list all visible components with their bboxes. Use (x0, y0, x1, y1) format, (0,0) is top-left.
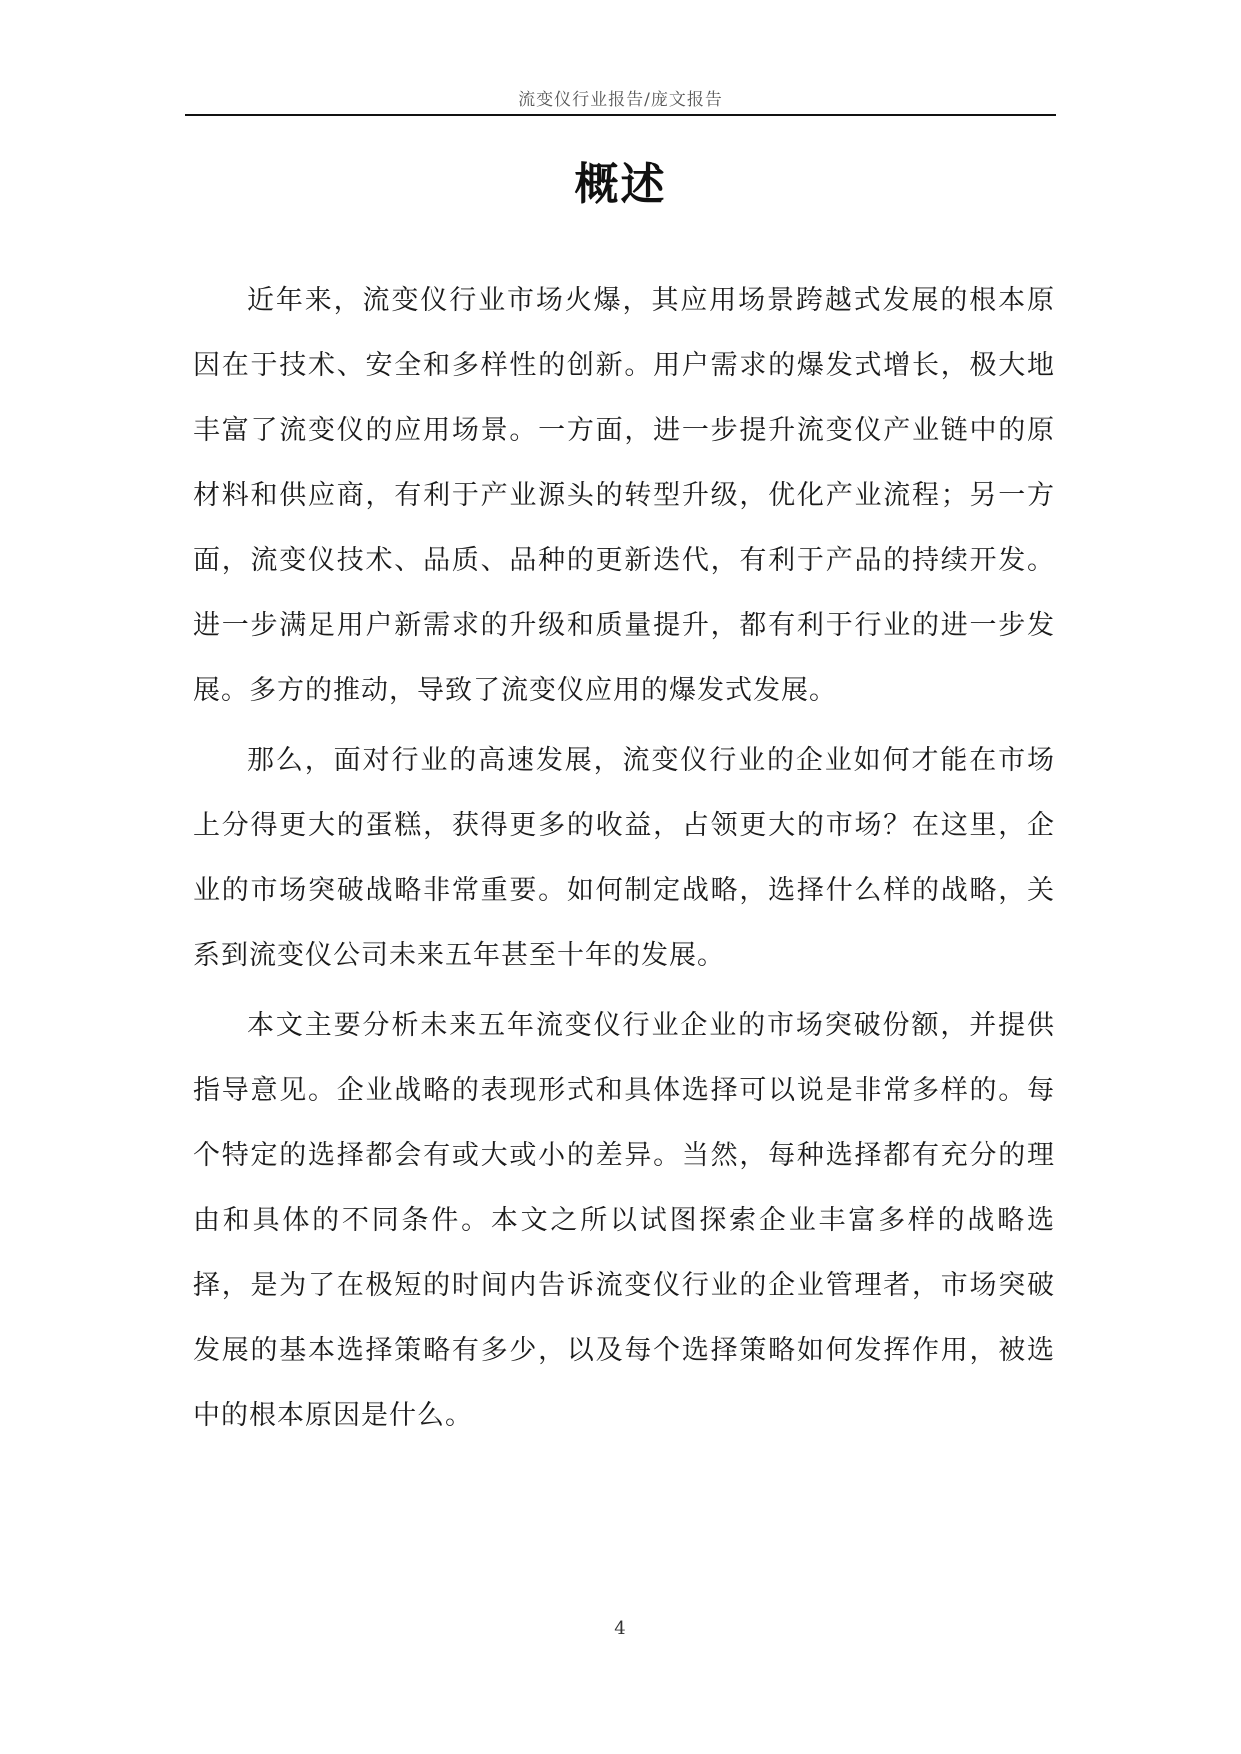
page-number: 4 (614, 1618, 626, 1639)
paragraph-3: 本文主要分析未来五年流变仪行业企业的市场突破份额，并提供指导意见。企业战略的表现形式和具体选择可以说是非常多样的。每个特定的选择都会有或大或小的差异。当然，每种选择都有充分的理由和具体的不同条件。本文之所以试图探索企业丰富多样的战略选择，是为了在极短的时间内告诉流变仪行业的企业管理者，市场突破发展的基本选择策略有多少，以及每个选择策略如何发挥作用，被选中的根本原因是什么。 (193, 1010, 1055, 1431)
running-header: 流变仪行业报告/庞文报告 (518, 90, 723, 110)
paragraph-1: 近年来，流变仪行业市场火爆，其应用场景跨越式发展的根本原因在于技术、安全和多样性的创新。用户需求的爆发式增长，极大地丰富了流变仪的应用场景。一方面，进一步提升流变仪产业链中的原材料和供应商，有利于产业源头的转型升级，优化产业流程；另一方面，流变仪技术、品质、品种的更新迭代，有利于产品的持续开发。进一步满足用户新需求的升级和质量提升，都有利于行业的进一步发展。多方的推动，导致了流变仪应用的爆发式发展。 (193, 285, 1055, 706)
paragraph-2: 那么，面对行业的高速发展，流变仪行业的企业如何才能在市场上分得更大的蛋糕，获得更多的收益，占领更大的市场？在这里，企业的市场突破战略非常重要。如何制定战略，选择什么样的战略，关系到流变仪公司未来五年甚至十年的发展。 (193, 745, 1055, 971)
page-title: 概述 (574, 159, 667, 210)
header-divider (185, 114, 1056, 116)
body-text (193, 268, 1055, 1453)
